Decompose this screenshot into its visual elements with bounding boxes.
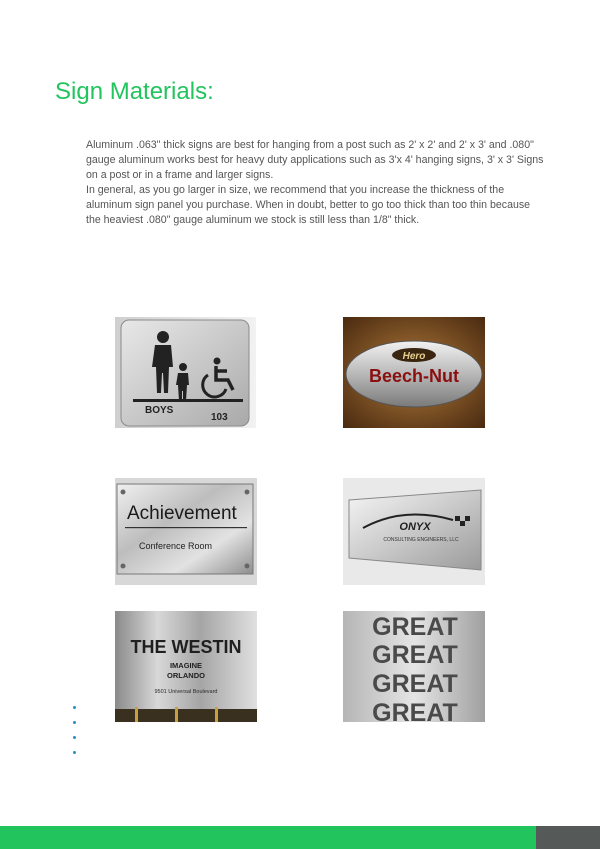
great-text-3: GREAT [372, 670, 458, 698]
paragraph-recommendation: In general, as you go larger in size, we recommend that you increase the thickness of the aluminum sign panel you purchase. When in doubt, better to go too thick than too thin because the heaviest .080" gauge aluminum we stock is still less than 1/8" thick. [86, 184, 531, 226]
achievement-sub-text: Conference Room [139, 541, 213, 551]
footer-accent-bar [0, 826, 536, 849]
photo-great-sign [343, 611, 485, 722]
onyx-main-text: ONYX [399, 521, 431, 533]
footer-dark-block [536, 826, 600, 849]
photo-beechnut-sign [343, 317, 485, 428]
westin-line2-text: IMAGINE [169, 661, 203, 670]
bullet-dot [73, 751, 76, 754]
boys-sign-label: BOYS [145, 405, 174, 416]
achievement-main-text: Achievement [127, 503, 237, 524]
great-text-4: GREAT [372, 699, 458, 722]
description-text [86, 138, 546, 228]
beechnut-main-text: Beech-Nut [368, 366, 460, 386]
great-text-2: GREAT [372, 641, 458, 669]
bullet-list [73, 706, 76, 766]
bullet-dot [73, 721, 76, 724]
onyx-sub-text: CONSULTING ENGINEERS, LLC [383, 537, 459, 543]
bullet-dot [73, 706, 76, 709]
boys-sign-number: 103 [211, 412, 228, 423]
photo-achievement-sign [115, 478, 257, 585]
paragraph-thickness: Aluminum .063" thick signs are best for hanging from a post such as 2' x 2' and 2' x 3' and .080" gauge aluminum works best for heavy duty applications such as 3'x 4' hanging signs, 3' x 3' Signs on a post or in a frame and larger signs. [86, 139, 544, 181]
beechnut-top-text: Hero [402, 351, 426, 362]
photo-onyx-sign [343, 478, 485, 585]
photo-boys-sign [115, 317, 256, 428]
photo-westin-sign [115, 611, 257, 722]
westin-line3-text: ORLANDO [167, 671, 205, 680]
westin-main-text: THE WESTIN [130, 637, 242, 657]
bullet-dot [73, 736, 76, 739]
page-title: Sign Materials: [55, 78, 214, 105]
westin-line4-text: 9501 Universal Boulevard [154, 689, 218, 695]
great-text-1: GREAT [372, 613, 458, 641]
